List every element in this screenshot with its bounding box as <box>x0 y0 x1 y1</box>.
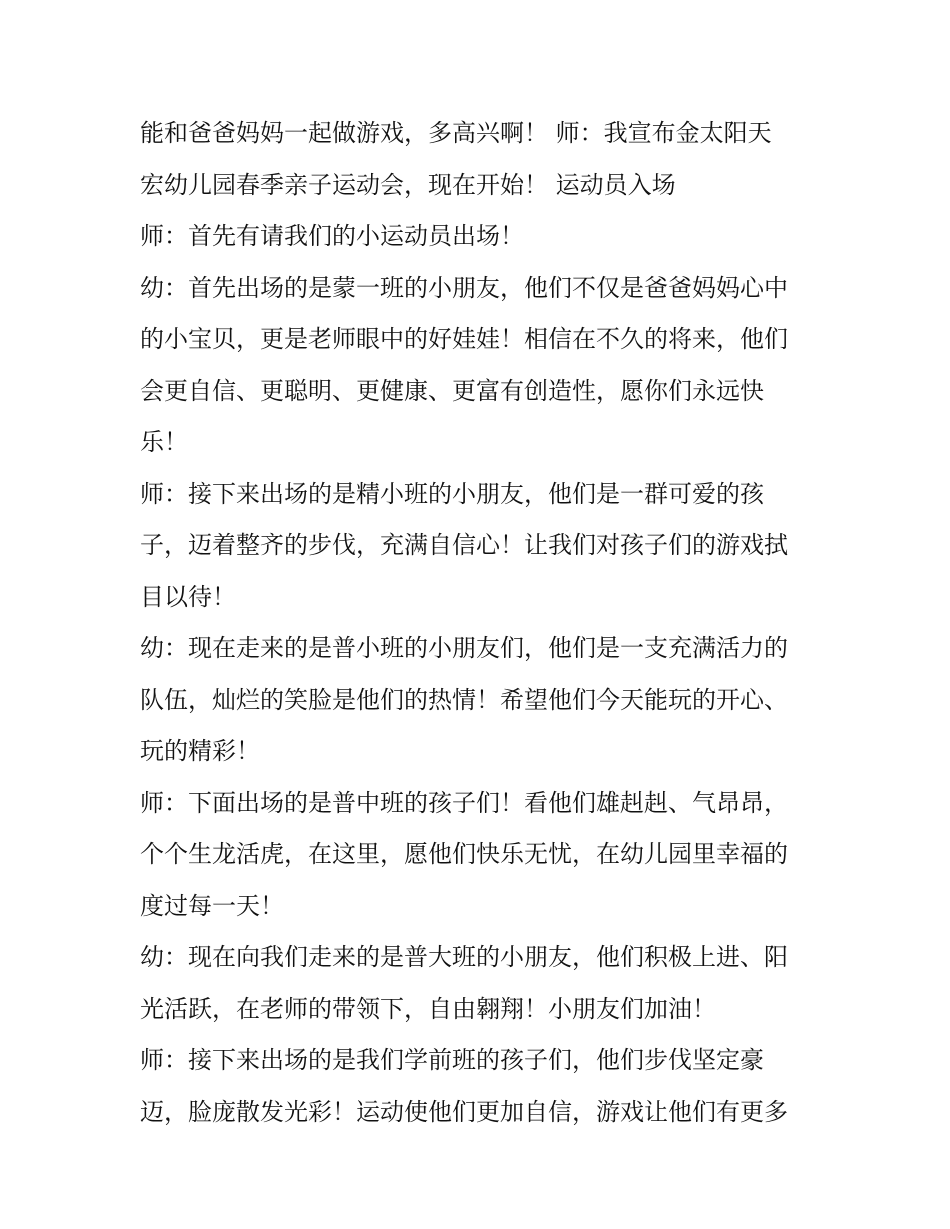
text-line: 目以待！ <box>140 582 236 611</box>
text-line: 能和爸爸妈妈一起做游戏，多高兴啊！ 师：我宣布金太阳天 <box>140 119 772 147</box>
text-line: 幼：现在向我们走来的是普大班的小朋友，他们积极上进、阳 <box>140 943 788 971</box>
text-line: 师：下面出场的是普中班的孩子们！看他们雄赳赳、气昂昂， <box>140 788 788 817</box>
text-line: 迈，脸庞散发光彩！运动使他们更加自信，游戏让他们有更多 <box>140 1097 788 1126</box>
text-line: 师：接下来出场的是我们学前班的孩子们，他们步伐坚定豪 <box>140 1046 764 1074</box>
text-line: 子，迈着整齐的步伐，充满自信心！让我们对孩子们的游戏拭 <box>140 531 788 559</box>
text-line: 玩的精彩！ <box>140 737 260 765</box>
text-line: 个个生龙活虎，在这里，愿他们快乐无忧，在幼儿园里幸福的 <box>140 840 788 868</box>
text-line: 乐！ <box>140 428 188 456</box>
text-line: 会更自信、更聪明、更健康、更富有创造性，愿你们永远快 <box>140 376 764 405</box>
text-line: 度过每一天！ <box>140 891 284 920</box>
text-line: 幼：现在走来的是普小班的小朋友们，他们是一支充满活力的 <box>140 634 788 662</box>
document-body <box>140 108 820 1138</box>
text-line: 的小宝贝，更是老师眼中的好娃娃！相信在不久的将来，他们 <box>140 325 788 353</box>
text-line: 幼：首先出场的是蒙一班的小朋友，他们不仅是爸爸妈妈心中 <box>140 273 788 302</box>
text-line: 队伍，灿烂的笑脸是他们的热情！希望他们今天能玩的开心、 <box>140 685 788 714</box>
text-line: 师：接下来出场的是精小班的小朋友，他们是一群可爱的孩 <box>140 479 764 508</box>
text-line: 宏幼儿园春季亲子运动会，现在开始！ 运动员入场 <box>140 170 676 199</box>
text-line: 师：首先有请我们的小运动员出场！ <box>140 222 524 250</box>
text-line: 光活跃，在老师的带领下，自由翱翔！小朋友们加油！ <box>140 994 716 1023</box>
